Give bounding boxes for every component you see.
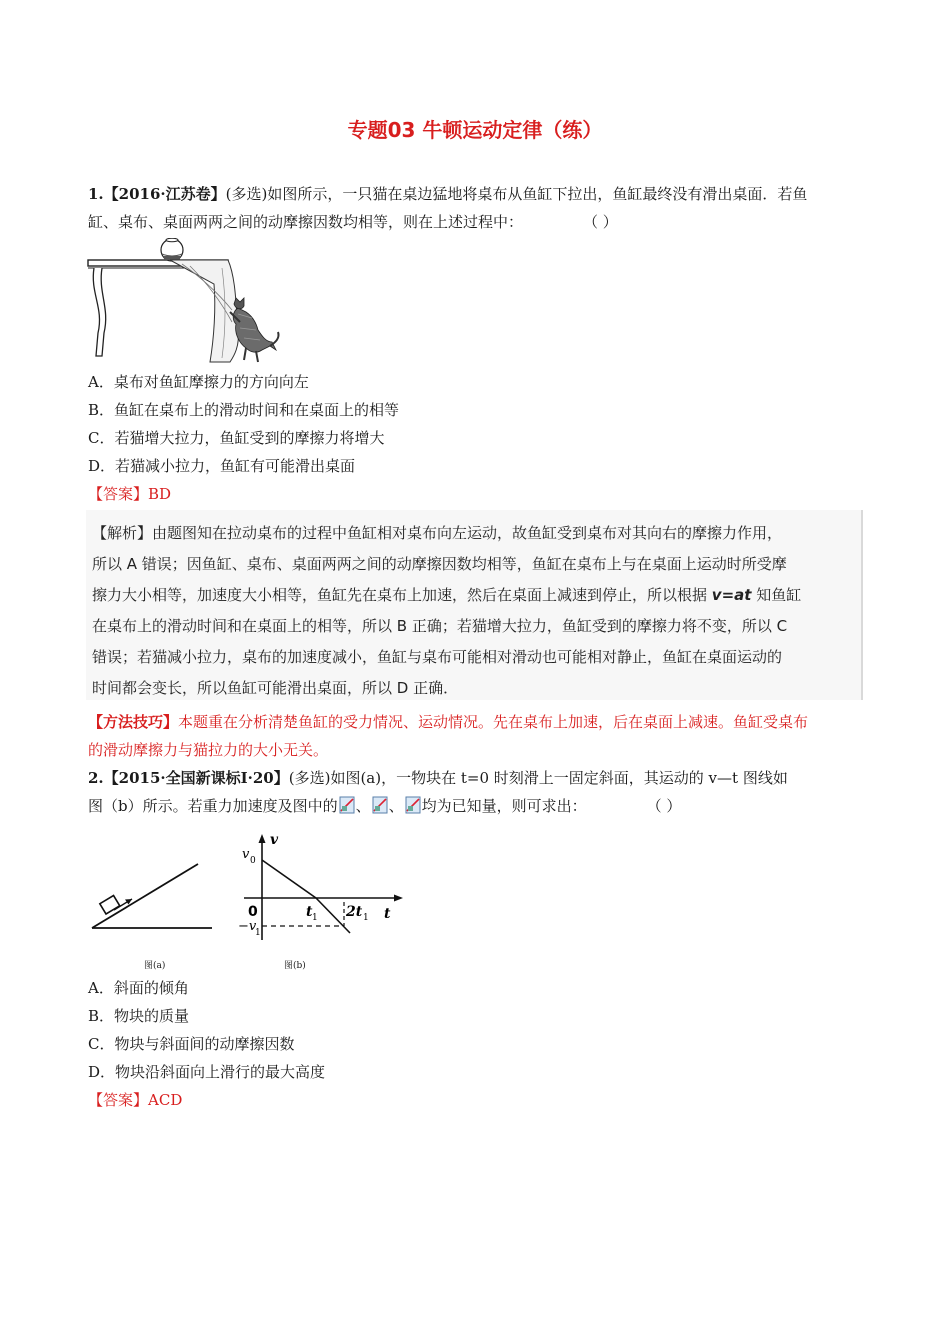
velocity-line-up bbox=[262, 860, 316, 898]
analysis-line-6: 时间都会变长，所以鱼缸可能滑出桌面，所以 D 正确． bbox=[92, 679, 459, 697]
q1-answer bbox=[88, 484, 171, 504]
q2-answer-paren: （ ） bbox=[646, 797, 682, 815]
analysis-line-2: 所以 A 错误；因鱼缸、桌布、桌面两两之间的动摩擦因数均相等，鱼缸在桌布上与在桌面上运动时所受摩 bbox=[92, 555, 787, 573]
q2-figure-a-incline bbox=[88, 858, 216, 936]
x-axis-label: t bbox=[384, 906, 391, 922]
fig-a-caption: 图(a) bbox=[144, 961, 166, 971]
table-leg bbox=[93, 268, 105, 356]
analysis-line-4: 在桌布上的滑动时间和在桌面上的相等，所以 B 正确；若猫增大拉力，鱼缸受到的摩擦力将不变，所以 C bbox=[92, 617, 788, 635]
broken-image-icon bbox=[405, 796, 421, 814]
method-label: 【方法技巧】 bbox=[88, 713, 179, 731]
q2-stem-line2b: 均为已知量，则可求出： bbox=[421, 797, 587, 815]
q1-method-tip bbox=[88, 708, 868, 764]
broken-image-icon bbox=[339, 796, 355, 814]
q2-option-d: D．物块沿斜面向上滑行的最大高度 bbox=[88, 1063, 326, 1081]
velocity-line-down bbox=[316, 898, 350, 933]
q2-option-b: B．物块的质量 bbox=[88, 1007, 190, 1025]
q2-sep1: 、 bbox=[355, 797, 371, 815]
analysis-line-5: 错误；若猫减小拉力，桌布的加速度减小，鱼缸与桌布可能相对滑动也可能相对静止，鱼缸在桌面运动的 bbox=[92, 648, 783, 666]
v0-label: v bbox=[242, 847, 250, 862]
q2-figure-b-vt-graph bbox=[232, 832, 404, 944]
broken-image-icon bbox=[372, 796, 388, 814]
q2-answer-value: ACD bbox=[148, 1091, 183, 1109]
method-line1: 本题重在分析清楚鱼缸的受力情况、运动情况。先在桌布上加速，后在桌面上减速。鱼缸受桌布 bbox=[178, 713, 809, 731]
q1-option-a: A．桌布对鱼缸摩擦力的方向向左 bbox=[88, 373, 309, 391]
q1-option-c: C．若猫增大拉力，鱼缸受到的摩擦力将增大 bbox=[88, 429, 385, 447]
q2-stem-line2a: 图（b）所示。若重力加速度及图中的 bbox=[88, 797, 338, 815]
q1-option-d: D．若猫减小拉力，鱼缸有可能滑出桌面 bbox=[88, 457, 356, 475]
q2-option-a: A．斜面的倾角 bbox=[88, 979, 189, 997]
t2-sub: 1 bbox=[363, 913, 369, 923]
q1-answer-label: 【答案】 bbox=[88, 485, 149, 503]
q2-source: 2.【2015·全国新课标Ⅰ·20】 bbox=[88, 769, 289, 787]
y-axis-label: v bbox=[270, 832, 279, 848]
q2-stem-line1: (多选)如图(a)，一物块在 t=0 时刻滑上一固定斜面，其运动的 v—t 图线如 bbox=[288, 769, 788, 787]
q2-answer-label: 【答案】 bbox=[88, 1091, 149, 1109]
t1-sub: 1 bbox=[312, 913, 318, 923]
q1-answer-paren: （ ） bbox=[583, 213, 618, 231]
tablecloth bbox=[170, 260, 238, 362]
analysis-line-3b: 知鱼缸 bbox=[756, 586, 802, 604]
fig-b-caption: 图(b) bbox=[284, 961, 306, 971]
fishbowl-icon bbox=[161, 238, 183, 261]
v1-label: −v bbox=[238, 919, 257, 934]
analysis-line-1: 【解析】由题图知在拉动桌布的过程中鱼缸相对桌布向左运动，故鱼缸受到桌布对其向右的摩擦力作用， bbox=[92, 524, 783, 542]
block bbox=[100, 895, 120, 914]
q1-stem bbox=[88, 180, 868, 236]
q2-sep2: 、 bbox=[388, 797, 404, 815]
q2-option-c: C．物块与斜面间的动摩擦因数 bbox=[88, 1035, 295, 1053]
analysis-formula: v=at bbox=[711, 586, 752, 604]
t1-label: t bbox=[306, 904, 313, 920]
q1-analysis-box bbox=[86, 510, 863, 700]
t2-label: 2t bbox=[346, 904, 363, 920]
cat-icon bbox=[230, 298, 279, 362]
q2-answer bbox=[88, 1090, 182, 1110]
q1-answer-value: BD bbox=[148, 485, 172, 503]
q1-stem-line1: (多选)如图所示，一只猫在桌边猛地将桌布从鱼缸下拉出，鱼缸最终没有滑出桌面．若鱼 bbox=[225, 185, 808, 203]
analysis-line-3a: 擦力大小相等，加速度大小相等，鱼缸先在桌布上加速，然后在桌面上减速到停止，所以根据 bbox=[92, 586, 708, 604]
method-line2: 的滑动摩擦力与猫拉力的大小无关。 bbox=[88, 741, 329, 759]
q1-stem-line2: 缸、桌布、桌面两两之间的动摩擦因数均相等，则在上述过程中： bbox=[88, 213, 524, 231]
v1-sub: 1 bbox=[255, 928, 261, 938]
origin-label: 0 bbox=[248, 904, 258, 920]
q2-stem bbox=[88, 764, 868, 820]
page-title: 专题03 牛顿运动定律（练） bbox=[347, 118, 603, 142]
q1-option-b: B．鱼缸在桌布上的滑动时间和在桌面上的相等 bbox=[88, 401, 400, 419]
v0-sub: 0 bbox=[250, 856, 256, 866]
analysis-line-3 bbox=[92, 580, 857, 611]
q1-source: 1.【2016·江苏卷】 bbox=[88, 185, 226, 203]
q1-figure-cat-tablecloth bbox=[86, 238, 282, 364]
